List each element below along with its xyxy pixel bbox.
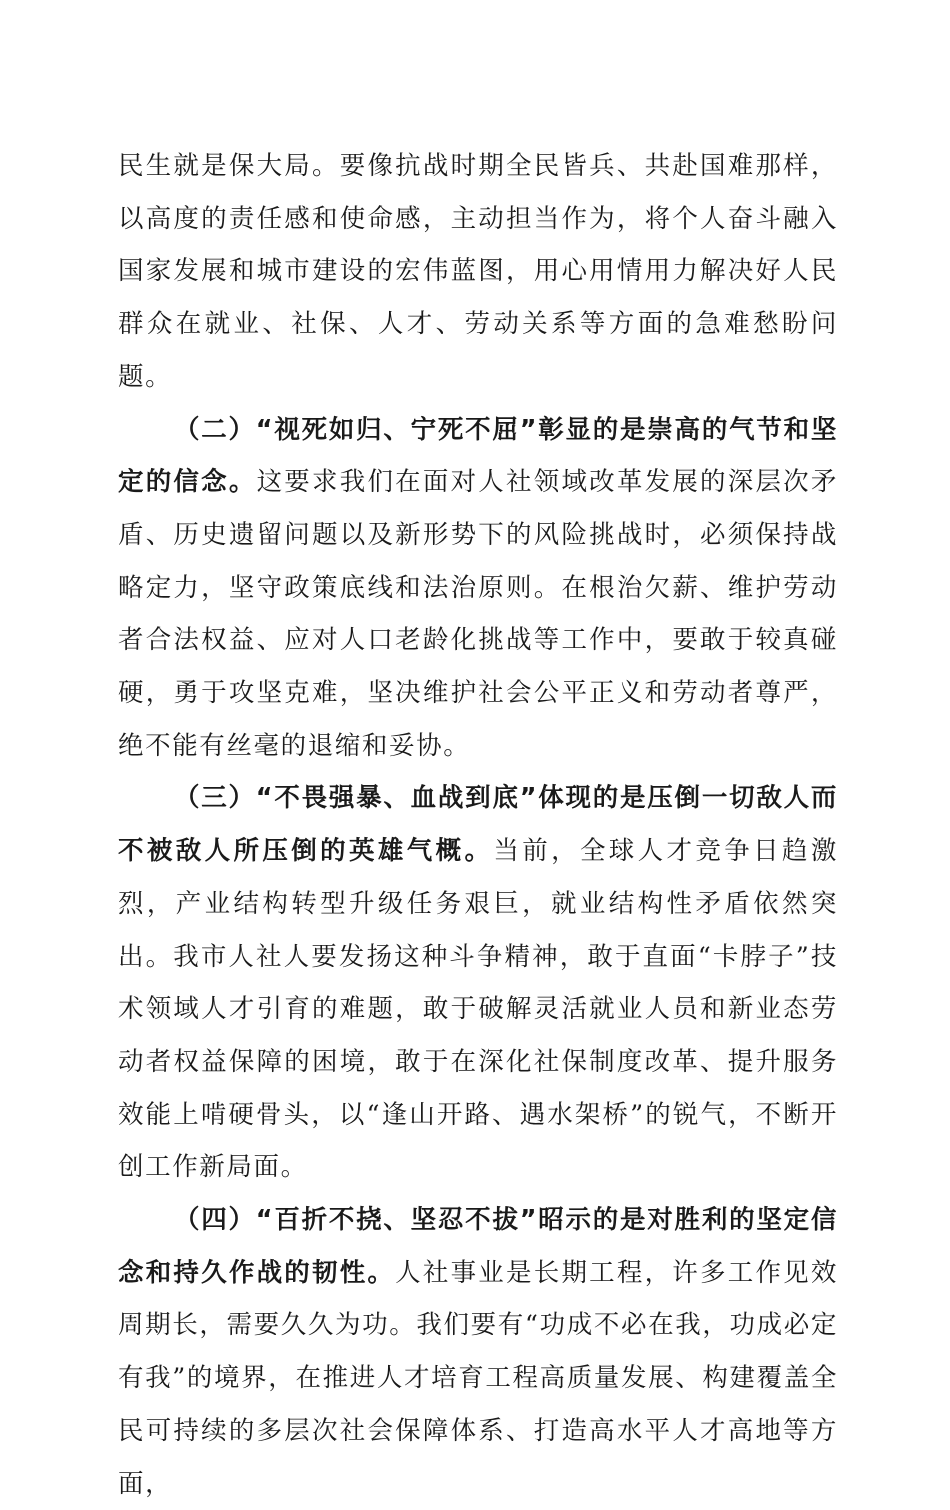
section-3-body: 当前，全球人才竞争日趋激烈，产业结构转型升级任务艰巨，就业结构性矛盾依然突出。我市人社人要发扬这种斗争精神，敢于直面“卡脖子”技术领域人才引育的难题，敢于破解灵活就业人员和新业态劳动者权益保障的困境，敢于在深化社保制度改革、提升服务效能上啃硬骨头，以“逢山开路、遇水架桥”的锐气，不断开创工作新局面。	[118, 836, 839, 1183]
section-4-body: 人社事业是长期工程，许多工作见效周期长，需要久久为功。我们要有“功成不必在我，功成必定有我”的境界，在推进人才培育工程高质量发展、构建覆盖全民可持续的多层次社会保障体系、打造高水平人才高地等方面，	[118, 1257, 838, 1499]
paragraph-1-body: 民生就是保大局。要像抗战时期全民皆兵、共赴国难那样，以高度的责任感和使命感，主动担当作为，将个人奋斗融入国家发展和城市建设的宏伟蓝图，用心用情用力解决好人民群众在就业、社保、人才、劳动关系等方面的急难愁盼问题。	[118, 151, 838, 392]
paragraph-section-3	[118, 772, 838, 1194]
section-2-heading: （二）“视死如归、宁死不屈”彰显的是崇高的气节和坚定的信念。	[118, 414, 838, 498]
paragraph-section-4	[118, 1194, 838, 1510]
paragraph-section-2	[118, 404, 838, 773]
paragraph-continuation	[118, 140, 838, 404]
section-4-heading: （四）“百折不挠、坚忍不拔”昭示的是对胜利的坚定信念和持久作战的韧性。	[118, 1205, 838, 1288]
document-body	[118, 140, 838, 1510]
section-3-heading: （三）“不畏强暴、血战到底”体现的是压倒一切敌人而不被敌人所压倒的英雄气概。	[118, 783, 838, 867]
section-2-body: 这要求我们在面对人社领域改革发展的深层次矛盾、历史遗留问题以及新形势下的风险挑战时，必须保持战略定力，坚守政策底线和法治原则。在根治欠薪、维护劳动者合法权益、应对人口老龄化挑战等工作中，要敢于较真碰硬，勇于攻坚克难，坚决维护社会公平正义和劳动者尊严，绝不能有丝毫的退缩和妥协。	[118, 467, 838, 761]
